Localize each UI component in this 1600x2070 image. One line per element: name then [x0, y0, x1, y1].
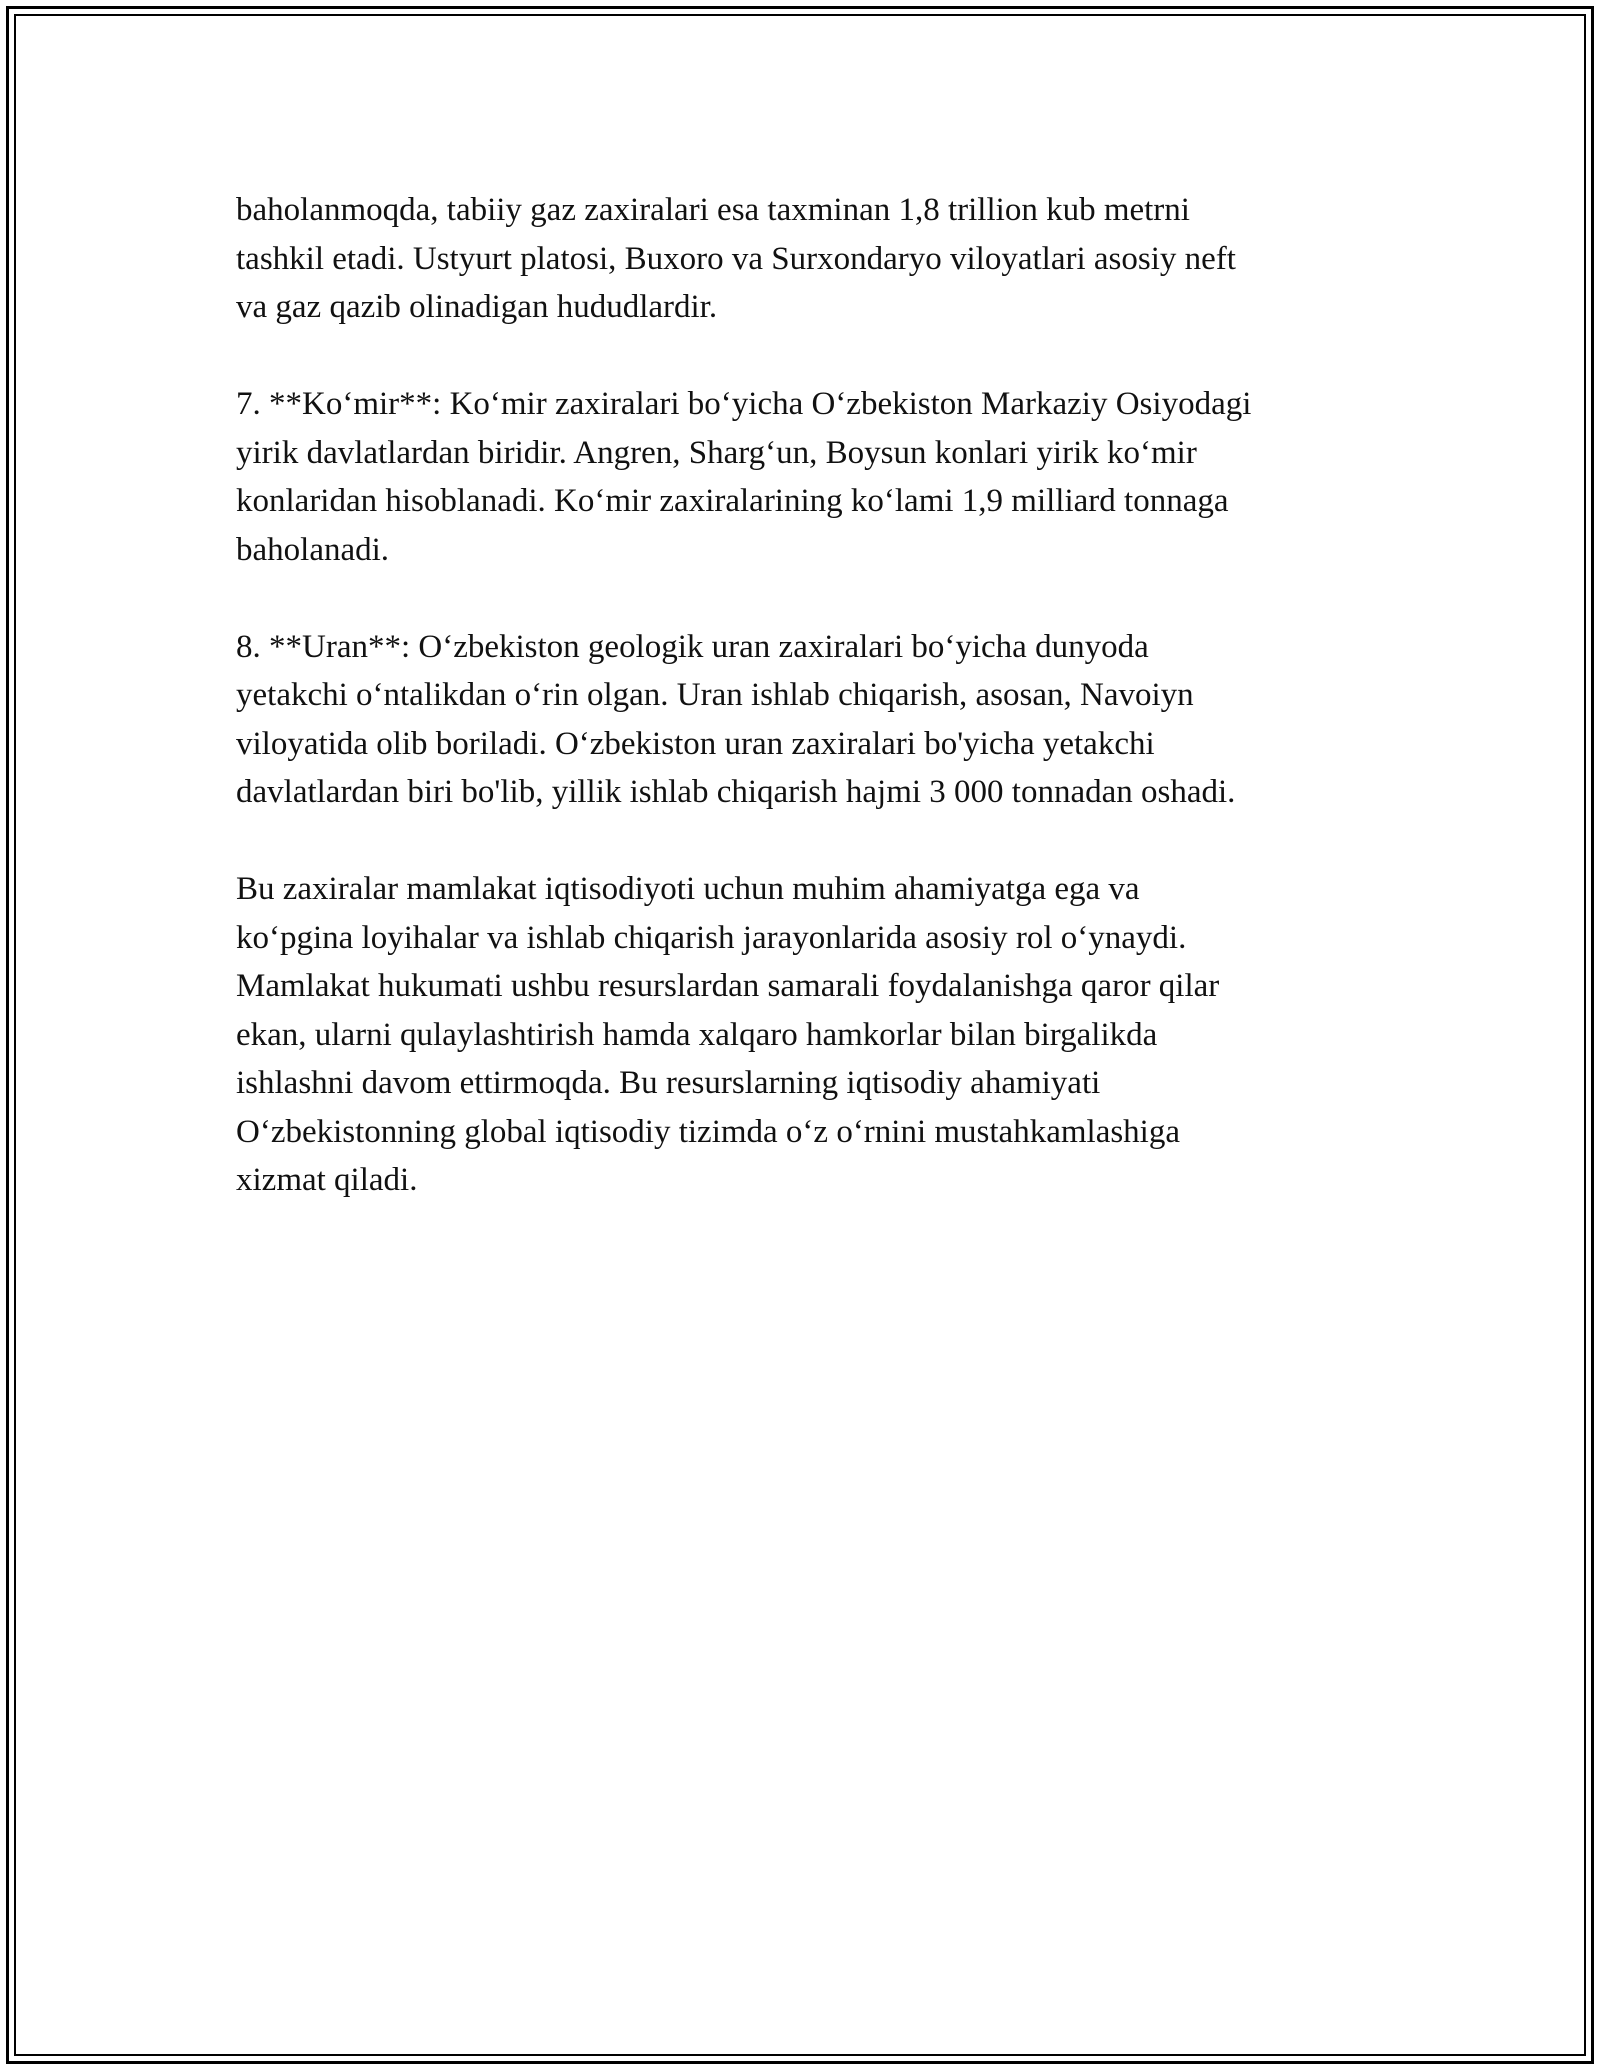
text-line: 7. **Ko‘mir**: Ko‘mir zaxiralari bo‘yicha O‘zbekiston Markaziy Osiyodagi: [236, 386, 1252, 422]
text-line: ishlashni davom ettirmoqda. Bu resurslarning iqtisodiy ahamiyati: [236, 1065, 1101, 1101]
paragraph-uranium: [236, 623, 1376, 817]
text-line: Mamlakat hukumati ushbu resurslardan samarali foydalanishga qaror qilar: [236, 968, 1220, 1004]
text-line: yirik davlatlardan biridir. Angren, Sharg‘un, Boysun konlari yirik ko‘mir: [236, 434, 1197, 471]
text-line: ko‘pgina loyihalar va ishlab chiqarish jarayonlarida asosiy rol o‘ynaydi.: [236, 919, 1187, 956]
text-line: ekan, ularni qulaylashtirish hamda xalqaro hamkorlar bilan birgalikda: [236, 1016, 1158, 1053]
text-line: baholanmoqda, tabiiy gaz zaxiralari esa taxminan 1,8 trillion kub metrni: [236, 192, 1190, 228]
document-body: [236, 186, 1376, 1205]
text-line: xizmat qiladi.: [236, 1162, 418, 1198]
text-line: yetakchi o‘ntalikdan o‘rin olgan. Uran ishlab chiqarish, asosan, Navoiyn: [236, 677, 1194, 713]
text-line: Bu zaxiralar mamlakat iqtisodiyoti uchun muhim ahamiyatga ega va: [236, 871, 1140, 907]
text-line: 8. **Uran**: O‘zbekiston geologik uran zaxiralari bo‘yicha dunyoda: [236, 628, 1149, 665]
paragraph-oil-gas: [236, 186, 1376, 332]
text-line: tashkil etadi. Ustyurt platosi, Buxoro va Surxondaryo viloyatlari asosiy neft: [236, 240, 1236, 277]
paragraph-conclusion: [236, 865, 1376, 1205]
text-line: viloyatida olib boriladi. O‘zbekiston uran zaxiralari bo'yicha yetakchi: [236, 725, 1155, 762]
text-line: konlaridan hisoblanadi. Ko‘mir zaxiralarining ko‘lami 1,9 milliard tonnaga: [236, 483, 1229, 519]
text-line: va gaz qazib olinadigan hududlardir.: [236, 289, 718, 325]
paragraph-coal: [236, 380, 1376, 574]
text-line: davlatlardan biri bo'lib, yillik ishlab chiqarish hajmi 3 000 tonnadan oshadi.: [236, 774, 1236, 810]
text-line: O‘zbekistonning global iqtisodiy tizimda o‘z o‘rnini mustahkamlashiga: [236, 1113, 1180, 1150]
text-line: baholanadi.: [236, 531, 390, 568]
